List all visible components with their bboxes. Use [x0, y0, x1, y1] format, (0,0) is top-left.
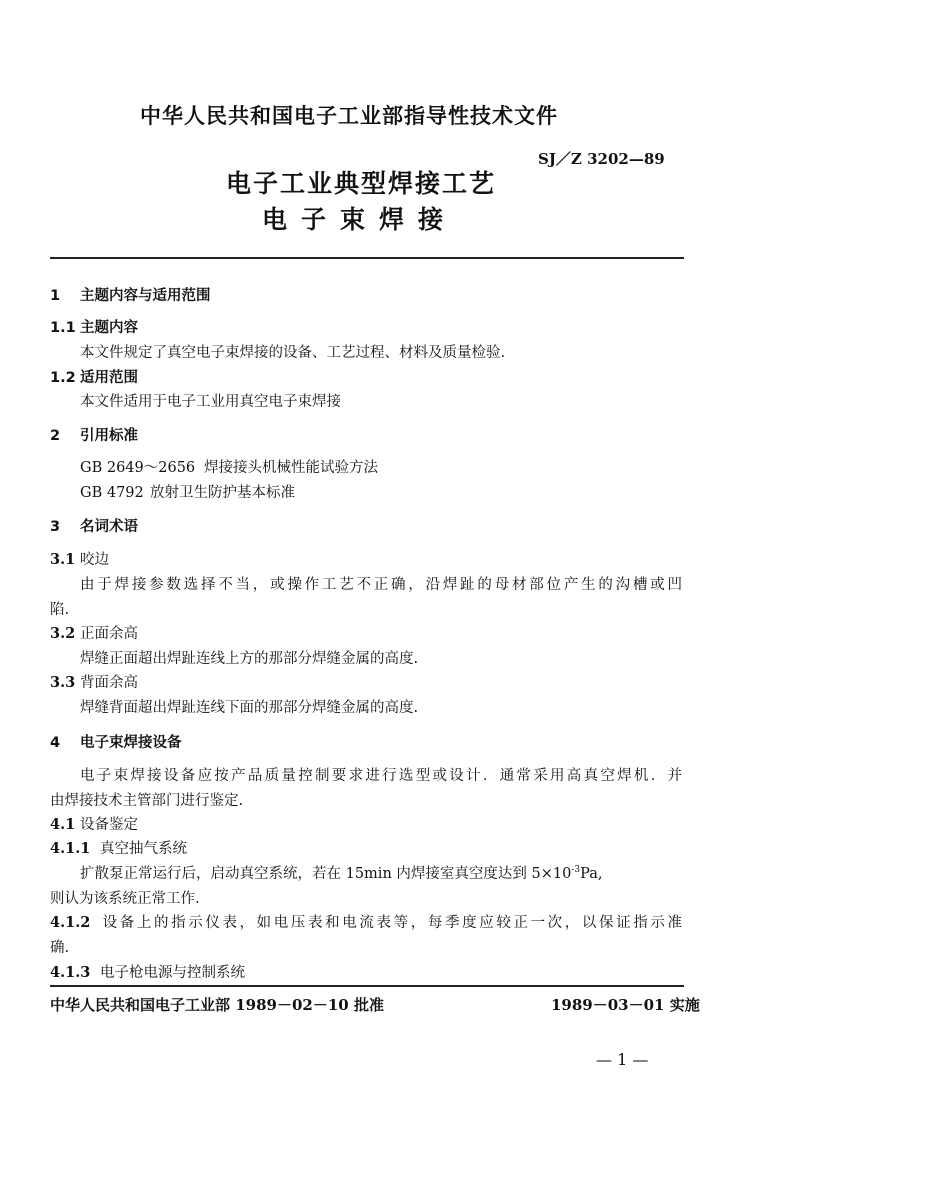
section-title: 咬边 [80, 552, 109, 568]
section-number: 4.1.1 [50, 840, 91, 857]
section-title: 正面余高 [80, 626, 138, 642]
section-number: 1 [50, 288, 61, 304]
approval-date: 中华人民共和国电子工业部 1989－02－10 批准 [50, 996, 384, 1014]
section-number: 4 [50, 735, 61, 751]
section-title: 适用范围 [80, 370, 138, 386]
section-4-text-line2: 由焊接技术主管部门进行鉴定. [50, 793, 244, 809]
section-4-1-1-heading [50, 837, 682, 858]
standard-name: 放射卫生防护基本标准 [150, 485, 295, 501]
org-title: 中华人民共和国电子工业部指导性技术文件 [140, 104, 558, 128]
section-number: 3 [50, 519, 61, 535]
section-4-1-1-text-line2: 则认为该系统正常工作. [50, 891, 200, 907]
section-4-1-2-line2: 确. [50, 940, 70, 956]
reference-standard-1 [50, 456, 712, 477]
section-number: 3.3 [50, 674, 76, 691]
section-3-2-text: 焊缝正面超出焊趾连线上方的那部分焊缝金属的高度. [80, 651, 419, 667]
section-title: 引用标准 [80, 428, 138, 444]
section-number: 4.1.3 [50, 964, 91, 981]
section-title: 电子枪电源与控制系统 [100, 965, 245, 981]
section-3-1-heading [50, 548, 682, 569]
bottom-rule [50, 985, 684, 987]
section-3-1-text-line1: 由于焊接参数选择不当，或操作工艺不正确，沿焊趾的母材部位产生的沟槽或凹 [80, 577, 682, 593]
section-title: 主题内容与适用范围 [80, 288, 211, 304]
standard-name: 焊接接头机械性能试验方法 [204, 460, 378, 476]
section-2-heading [50, 424, 682, 445]
section-title: 主题内容 [80, 320, 138, 336]
document-code: SJ／Z 3202—89 [538, 150, 665, 168]
effective-date: 1989－03－01 实施 [551, 996, 700, 1014]
section-3-3-text: 焊缝背面超出焊趾连线下面的那部分焊缝金属的高度. [80, 700, 419, 716]
page-number: — 1 — [596, 1050, 649, 1069]
standard-code: GB 2649～2656 [80, 460, 196, 476]
section-4-heading [50, 731, 682, 752]
section-title: 设备鉴定 [80, 817, 138, 833]
section-title: 电子束焊接设备 [80, 735, 182, 751]
section-title: 真空抽气系统 [100, 841, 187, 857]
section-number: 4.1 [50, 816, 76, 833]
exponent: -3 [571, 865, 581, 876]
section-1-2-heading [50, 366, 682, 387]
section-3-2-heading [50, 622, 682, 643]
section-number: 3.1 [50, 551, 76, 568]
section-number: 3.2 [50, 625, 76, 642]
section-4-text-line1: 电子束焊接设备应按产品质量控制要求进行选型或设计．通常采用高真空焊机．并 [80, 768, 682, 784]
section-number: 4.1.2 [50, 914, 91, 931]
section-4-1-3-heading [50, 961, 682, 982]
standard-code: GB 4792 [80, 485, 144, 501]
section-1-1-heading [50, 316, 682, 337]
section-title: 名词术语 [80, 519, 138, 535]
section-3-3-heading [50, 671, 682, 692]
section-4-1-2-line1 [50, 911, 682, 932]
section-title: 背面余高 [80, 675, 138, 691]
section-3-1-text-line2: 陷. [50, 602, 70, 618]
reference-standard-2 [50, 481, 712, 502]
text-part: 扩散泵正常运行后，启动真空系统，若在 15min 内焊接室真空度达到 5×10 [80, 866, 572, 882]
document-subtitle: 电子束焊接 [262, 205, 458, 234]
section-3-heading [50, 515, 682, 536]
section-number: 1.1 [50, 320, 76, 336]
text-part: Pa, [580, 866, 603, 882]
section-number: 2 [50, 428, 61, 444]
section-1-1-text: 本文件规定了真空电子束焊接的设备、工艺过程、材料及质量检验. [80, 345, 506, 361]
section-text: 设备上的指示仪表，如电压表和电流表等，每季度应较正一次，以保证指示准 [100, 915, 682, 931]
section-4-1-heading [50, 813, 682, 834]
section-number: 1.2 [50, 370, 76, 386]
document-title: 电子工业典型焊接工艺 [226, 169, 497, 198]
section-1-heading [50, 284, 682, 305]
top-rule [50, 257, 684, 259]
section-1-2-text: 本文件适用于电子工业用真空电子束焊接 [80, 394, 341, 410]
section-4-1-1-text-line1 [50, 862, 712, 883]
